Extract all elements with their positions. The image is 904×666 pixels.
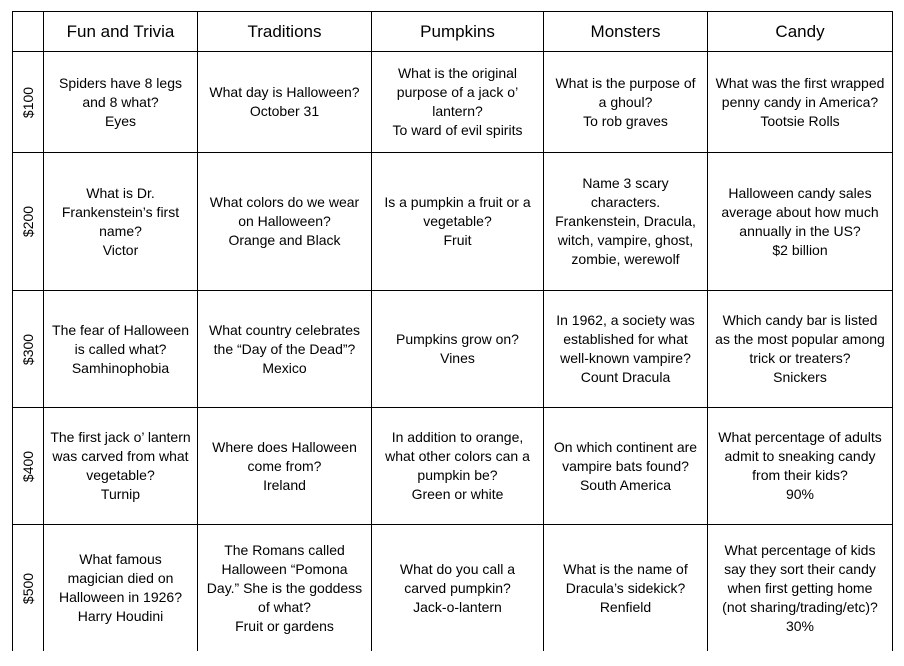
- question-text: What is Dr. Frankenstein’s first name?: [61, 184, 180, 239]
- question-cell: [708, 525, 893, 652]
- question-text: What is the original purpose of a jack o’ lantern?: [396, 65, 519, 119]
- question-cell: [372, 525, 544, 652]
- question-text: What do you call a carved pumpkin?: [399, 560, 516, 596]
- value-label: $300: [20, 333, 37, 365]
- answer-text: Victor: [102, 241, 139, 258]
- question-text: In 1962, a society was established for what well-known vampire?: [556, 312, 695, 366]
- answer-text: Ireland: [263, 476, 306, 493]
- question-cell: [372, 291, 544, 408]
- answer-text: Jack-o-lantern: [413, 598, 502, 615]
- question-text: What famous magician died on Halloween in 1926?: [59, 551, 182, 605]
- question-cell: [44, 153, 198, 291]
- question-cell: [544, 153, 708, 291]
- row-400: [13, 408, 893, 525]
- question-text: Where does Halloween come from?: [212, 438, 357, 474]
- answer-text: Fruit: [443, 232, 472, 248]
- answer-text: Mexico: [262, 359, 307, 376]
- answer-text: Green or white: [411, 486, 504, 502]
- question-cell: [198, 408, 372, 525]
- answer-text: Vines: [440, 350, 475, 366]
- question-cell: [544, 52, 708, 153]
- value-label-cell: [13, 291, 44, 408]
- question-text: What is the purpose of a ghoul?: [555, 74, 696, 110]
- answer-text: Fruit or gardens: [235, 617, 334, 634]
- row-500: [13, 525, 893, 652]
- question-cell: [708, 153, 893, 291]
- row-300: [13, 291, 893, 408]
- question-text: What country celebrates the “Day of the Dead”?: [209, 321, 360, 357]
- category-header-fun-and-trivia: Fun and Trivia: [44, 12, 198, 52]
- question-cell: [708, 52, 893, 153]
- value-label-cell: [13, 52, 44, 153]
- question-text: Pumpkins grow on?: [396, 331, 519, 347]
- question-text: What day is Halloween?: [209, 84, 360, 100]
- answer-text: October 31: [249, 103, 320, 119]
- category-header-traditions: Traditions: [198, 12, 372, 52]
- question-text: What is the name of Dracula’s sidekick?: [563, 560, 688, 596]
- question-cell: [708, 408, 893, 525]
- question-cell: [44, 408, 198, 525]
- value-label: $500: [20, 572, 37, 604]
- question-text: Name 3 scary characters.: [582, 175, 669, 210]
- question-cell: [198, 153, 372, 291]
- question-cell: [198, 291, 372, 408]
- question-text: The fear of Halloween is called what?: [52, 321, 189, 357]
- value-label: $100: [20, 86, 37, 118]
- answer-text: Harry Houdini: [77, 608, 164, 624]
- question-cell: [708, 291, 893, 408]
- question-text: What percentage of adults admit to sneaking candy from their kids?: [718, 429, 882, 483]
- row-200: [13, 153, 893, 291]
- category-header-pumpkins: Pumpkins: [372, 12, 544, 52]
- trivia-board: [12, 11, 893, 651]
- question-text: Is a pumpkin a fruit or a vegetable?: [384, 194, 531, 229]
- question-text: On which continent are vampire bats found?: [553, 438, 698, 474]
- question-cell: [198, 525, 372, 652]
- question-cell: [44, 291, 198, 408]
- answer-text: Snickers: [773, 369, 827, 385]
- question-text: The first jack o’ lantern was carved from what vegetable?: [50, 429, 191, 483]
- category-header-candy: Candy: [708, 12, 893, 52]
- answer-text: Renfield: [599, 598, 652, 615]
- corner-cell: [13, 12, 44, 52]
- question-text: Which candy bar is listed as the most popular among trick or treaters?: [715, 312, 885, 366]
- question-cell: [198, 52, 372, 153]
- question-text: The Romans called Halloween “Pomona Day.” She is the goddess of what?: [206, 541, 363, 615]
- answer-text: Turnip: [100, 486, 141, 502]
- question-text: Halloween candy sales average about how much annually in the US?: [721, 184, 879, 239]
- value-label-cell: [13, 525, 44, 652]
- question-cell: [544, 408, 708, 525]
- header-row: [13, 12, 893, 52]
- value-label: $400: [20, 450, 37, 482]
- answer-text: To ward of evil spirits: [392, 122, 523, 138]
- question-text: What was the first wrapped penny candy in America?: [715, 74, 885, 110]
- row-100: [13, 52, 893, 153]
- answer-text: Count Dracula: [580, 369, 671, 385]
- question-cell: [544, 525, 708, 652]
- question-cell: [544, 291, 708, 408]
- question-text: What percentage of kids say they sort their candy when first getting home (not sharing/trading/etc)?: [722, 541, 878, 615]
- answer-text: Tootsie Rolls: [760, 112, 840, 129]
- answer-text: 90%: [785, 486, 815, 502]
- question-cell: [372, 52, 544, 153]
- question-text: Spiders have 8 legs and 8 what?: [59, 74, 182, 110]
- question-text: What colors do we wear on Halloween?: [209, 194, 360, 229]
- question-cell: [44, 52, 198, 153]
- value-label-cell: [13, 153, 44, 291]
- question-cell: [372, 408, 544, 525]
- value-label-cell: [13, 408, 44, 525]
- question-cell: [44, 525, 198, 652]
- answer-text: Orange and Black: [228, 232, 341, 248]
- value-label: $200: [20, 205, 37, 238]
- answer-text: Frankenstein, Dracula, witch, vampire, ghost, zombie, werewolf: [555, 213, 696, 267]
- answer-text: 30%: [785, 617, 815, 634]
- answer-text: Eyes: [104, 112, 137, 129]
- answer-text: South America: [579, 476, 672, 493]
- answer-text: $2 billion: [772, 241, 828, 258]
- category-header-monsters: Monsters: [544, 12, 708, 52]
- question-cell: [372, 153, 544, 291]
- answer-text: To rob graves: [583, 112, 668, 129]
- answer-text: Samhinophobia: [71, 359, 170, 376]
- question-text: In addition to orange, what other colors can a pumpkin be?: [385, 429, 530, 483]
